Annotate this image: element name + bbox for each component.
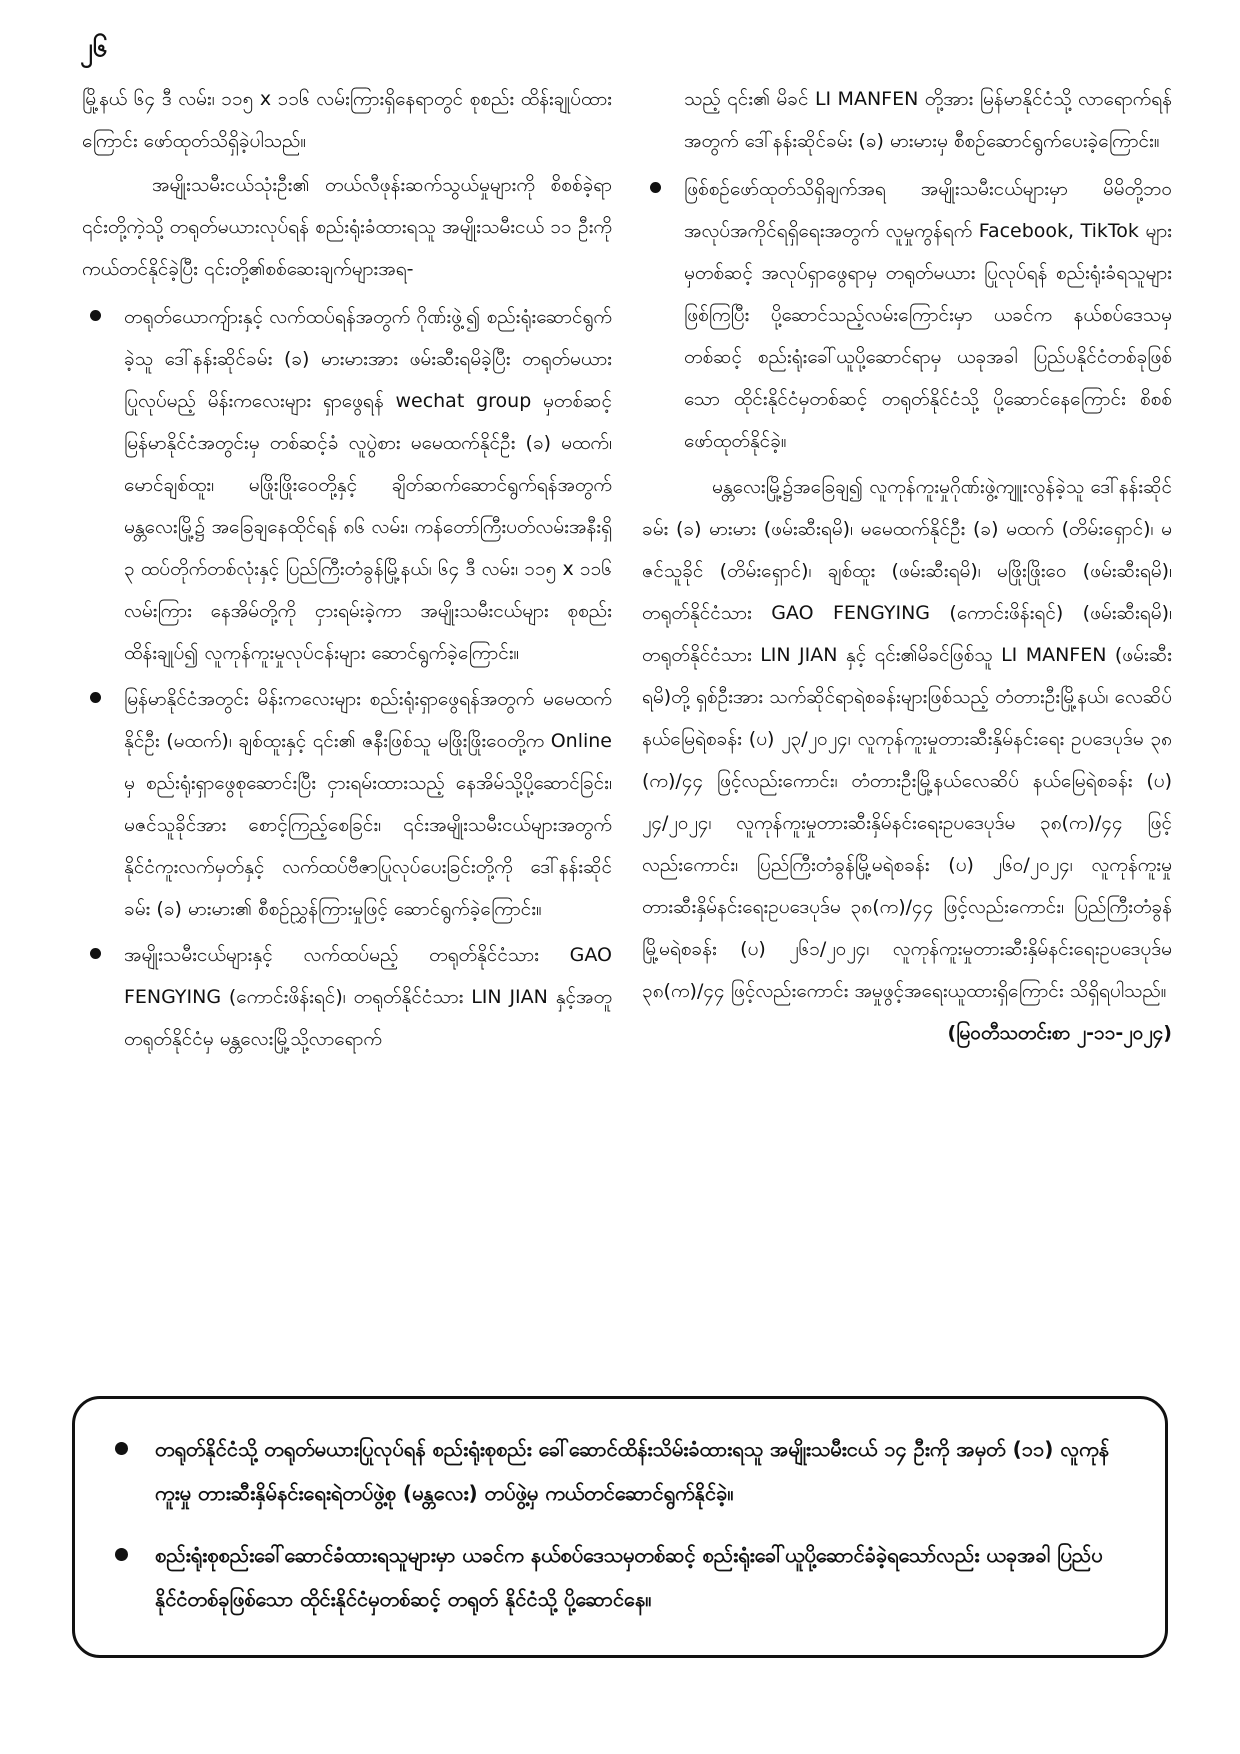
bullet-text: ဖြစ်စဉ်ဖော်ထုတ်သိရှိချက်အရ အမျိုးသမီးငယ်များမှာ မိမိတို့ဘဝ အလုပ်အကိုင်ရရှိရေးအတွက် လူမှုကွန်ရက် Facebook, TikTok များမှတစ်ဆင့် အလုပ်ရှာဖွေရာမှ တရုတ်မယား ပြုလုပ်ရန် စည်းရုံးခံရသူများဖြစ်ကြပြီး ပို့ဆောင်သည့်လမ်းကြောင်းမှာ ယခင်က နယ်စပ်ဒေသမှတစ်ဆင့် စည်းရုံးခေါ်ယူပို့ဆောင်ရာမှ ယခုအခါ ပြည်ပနိုင်ငံတစ်ခုဖြစ်သော ထိုင်းနိုင်ငံမှတစ်ဆင့် တရုတ်နိုင်ငံသို့ ပို့ဆောင်နေကြောင်း စိစစ်ဖော်ထုတ်နိုင်ခဲ့။ bbox=[684, 178, 1172, 452]
summary-box bbox=[72, 1396, 1168, 1658]
bullet-list bbox=[82, 296, 612, 1060]
bullet-text: တရုတ်ယောကျ်ားနှင့် လက်ထပ်ရန်အတွက် ဂိုဏ်းဖွဲ့၍ စည်းရုံးဆောင်ရွက်ခဲ့သူ ဒေါ်နန်းဆိုင်ခမ်း (ခ) မားမားအား ဖမ်းဆီးရမိခဲ့ပြီး တရုတ်မယားပြုလုပ်မည့် မိန်းကလေးများ ရှာဖွေရန် wechat group မှတစ်ဆင့် မြန်မာနိုင်ငံအတွင်းမှ တစ်ဆင့်ခံ လူပွဲစား မမေထက်နိုင်ဦး (ခ) မထက်၊ မောင်ချစ်ထူး၊ မဖြိုးဖြိုးဝေတို့နှင့် ချိတ်ဆက်ဆောင်ရွက်ရန်အတွက် မန္တလေးမြို့၌ အခြေချနေထိုင်ရန် ၈၆ လမ်း၊ ကန်တော်ကြီးပတ်လမ်းအနီးရှိ ၃ ထပ်တိုက်တစ်လုံးနှင့် ပြည်ကြီးတံခွန်မြို့နယ်၊ ၆၄ ဒီ လမ်း၊ ၁၁၅ x ၁၁၆ လမ်းကြား နေအိမ်တို့ကို ငှားရမ်းခဲ့ကာ အမျိုးသမီးငယ်များ စုစည်းထိန်းချုပ်၍ လူကုန်ကူးမှုလုပ်ငန်းများ ဆောင်ရွက်ခဲ့ကြောင်း။ bbox=[124, 306, 612, 664]
bullet-icon bbox=[650, 182, 661, 193]
body-paragraph: အမျိုးသမီးငယ်သုံးဦး၏ တယ်လီဖုန်းဆက်သွယ်မှုများကို စိစစ်ခဲ့ရာ ၎င်းတို့ကဲ့သို့ တရုတ်မယားလုပ်ရန် စည်းရုံးခံထားရသူ အမျိုးသမီးငယ် ၁၁ ဦးကို ကယ်တင်နိုင်ခဲ့ပြီး ၎င်းတို့၏စစ်ဆေးချက်များအရ- bbox=[82, 174, 612, 280]
summary-text: စည်းရုံးစုစည်းခေါ်ဆောင်ခံထားရသူများမှာ ယခင်က နယ်စပ်ဒေသမှတစ်ဆင့် စည်းရုံးခေါ်ယူပို့ဆောင်ခံခဲ့ရသော်လည်း ယခုအခါ ပြည်ပနိုင်ငံတစ်ခုဖြစ်သော ထိုင်းနိုင်ငံမှတစ်ဆင့် တရုတ် နိုင်ငံသို့ ပို့ဆောင်နေ။ bbox=[155, 1543, 1103, 1611]
bullet-icon bbox=[90, 310, 101, 321]
summary-text: တရုတ်နိုင်ငံသို့ တရုတ်မယားပြုလုပ်ရန် စည်းရုံးစုစည်း ခေါ်ဆောင်ထိန်းသိမ်းခံထားရသူ အမျိုးသမီးငယ် ၁၄ ဦးကို အမှတ် (၁၁) လူကုန်ကူးမှု တားဆီးနှိမ်နင်းရေးရဲတပ်ဖွဲ့စု (မန္တလေး) တပ်ဖွဲ့မှ ကယ်တင်ဆောင်ရွက်နိုင်ခဲ့။ bbox=[155, 1437, 1110, 1505]
summary-item bbox=[111, 1533, 1129, 1621]
bullet-item bbox=[82, 934, 612, 1060]
bullet-item bbox=[642, 168, 1172, 462]
continued-bullet-text: သည့် ၎င်း၏ မိခင် LI MANFEN တို့အား မြန်မာနိုင်ငံသို့ လာရောက်ရန်အတွက် ဒေါ်နန်းဆိုင်ခမ်း (ခ) မားမားမှ စီစဉ်ဆောင်ရွက်ပေးခဲ့ကြောင်း။ bbox=[684, 88, 1172, 152]
intro-paragraph: မြို့နယ် ၆၄ ဒီ လမ်း၊ ၁၁၅ x ၁၁၆ လမ်းကြားရှိနေရာတွင် စုစည်း ထိန်းချုပ်ထားကြောင်း ဖော်ထုတ်သိရှိခဲ့ပါသည်။ bbox=[82, 88, 612, 152]
bullet-icon bbox=[90, 692, 101, 703]
left-column bbox=[82, 78, 612, 1064]
summary-item bbox=[111, 1427, 1129, 1515]
bullet-text: အမျိုးသမီးငယ်များနှင့် လက်ထပ်မည့် တရုတ်နိုင်ငံသား GAO FENGYING (ကောင်းဖိန်းရင်)၊ တရုတ်နိုင်ငံသား LIN JIAN နှင့်အတူ တရုတ်နိုင်ငံမှ မန္တလေးမြို့သို့လာရောက် bbox=[124, 944, 612, 1050]
source-citation: (မြဝတီသတင်းစာ ၂-၁၁-၂၀၂၄) bbox=[947, 1022, 1172, 1044]
bullet-text: မြန်မာနိုင်ငံအတွင်း မိန်းကလေးများ စည်းရုံးရှာဖွေရန်အတွက် မမေထက်နိုင်ဦး (မထက်)၊ ချစ်ထူးနှင့် ၎င်း၏ ဇနီးဖြစ်သူ မဖြိုးဖြိုးဝေတို့က Online မှ စည်းရုံးရှာဖွေစုဆောင်းပြီး ငှားရမ်းထားသည့် နေအိမ်သို့ပို့ဆောင်ခြင်း၊ မဇင်သူခိုင်အား စောင့်ကြည့်စေခြင်း၊ ၎င်းအမျိုးသမီးငယ်များအတွက် နိုင်ငံကူးလက်မှတ်နှင့် လက်ထပ်ဗီဇာပြုလုပ်ပေးခြင်းတို့ကို ဒေါ်နန်းဆိုင်ခမ်း (ခ) မားမား၏ စီစဉ်ညွှန်ကြားမှုဖြင့် ဆောင်ရွက်ခဲ့ကြောင်း။ bbox=[124, 688, 612, 920]
bullet-item bbox=[82, 296, 612, 674]
page-number: ၂၆ bbox=[80, 33, 108, 63]
right-column bbox=[642, 78, 1172, 1054]
bullet-icon bbox=[90, 948, 101, 959]
bullet-item bbox=[82, 678, 612, 930]
closing-paragraph: မန္တလေးမြို့၌အခြေချ၍ လူကုန်ကူးမှုဂိုဏ်းဖွဲ့ကျူးလွန်ခဲ့သူ ဒေါ်နန်းဆိုင်ခမ်း (ခ) မားမား (ဖမ်းဆီးရမိ)၊ မမေထက်နိုင်ဦး (ခ) မထက် (တိမ်းရှောင်)၊ မဇင်သူခိုင် (တိမ်းရှောင်)၊ ချစ်ထူး (ဖမ်းဆီးရမိ)၊ မဖြိုးဖြိုးဝေ (ဖမ်းဆီးရမိ)၊ တရုတ်နိုင်ငံသား GAO FENGYING (ကောင်းဖိန်းရင်) (ဖမ်းဆီးရမိ)၊ တရုတ်နိုင်ငံသား LIN JIAN နှင့် ၎င်း၏မိခင်ဖြစ်သူ LI MANFEN (ဖမ်းဆီးရမိ)တို့ ရှစ်ဦးအား သက်ဆိုင်ရာရဲစခန်းများဖြစ်သည့် တံတားဦးမြို့နယ်၊ လေဆိပ်နယ်မြေရဲစခန်း (ပ) ၂၃/၂၀၂၄၊ လူကုန်ကူးမှုတားဆီးနှိမ်နင်းရေး ဥပဒေပုဒ်မ ၃၈ (က)/၄၄ ဖြင့်လည်းကောင်း၊ တံတားဦးမြို့နယ်လေဆိပ် နယ်မြေရဲစခန်း (ပ) ၂၄/၂၀၂၄၊ လူကုန်ကူးမှုတားဆီးနှိမ်နင်းရေးဥပဒေပုဒ်မ ၃၈(က)/၄၄ ဖြင့်လည်းကောင်း၊ ပြည်ကြီးတံခွန်မြို့မရဲစခန်း (ပ) ၂၆၀/၂၀၂၄၊ လူကုန်ကူးမှုတားဆီးနှိမ်နင်းရေးဥပဒေပုဒ်မ ၃၈(က)/၄၄ ဖြင့်လည်းကောင်း၊ ပြည်ကြီးတံခွန်မြို့မရဲစခန်း (ပ) ၂၆၁/၂၀၂၄၊ လူကုန်ကူးမှုတားဆီးနှိမ်နင်းရေးဥပဒေပုဒ်မ ၃၈(က)/၄၄ ဖြင့်လည်းကောင်း အမှုဖွင့်အရေးယူထားရှိကြောင်း သိရှိရပါသည်။ bbox=[642, 476, 1172, 1002]
bullet-icon bbox=[115, 1548, 128, 1561]
summary-list bbox=[111, 1427, 1129, 1621]
bullet-icon bbox=[115, 1442, 128, 1455]
bullet-list bbox=[642, 168, 1172, 462]
